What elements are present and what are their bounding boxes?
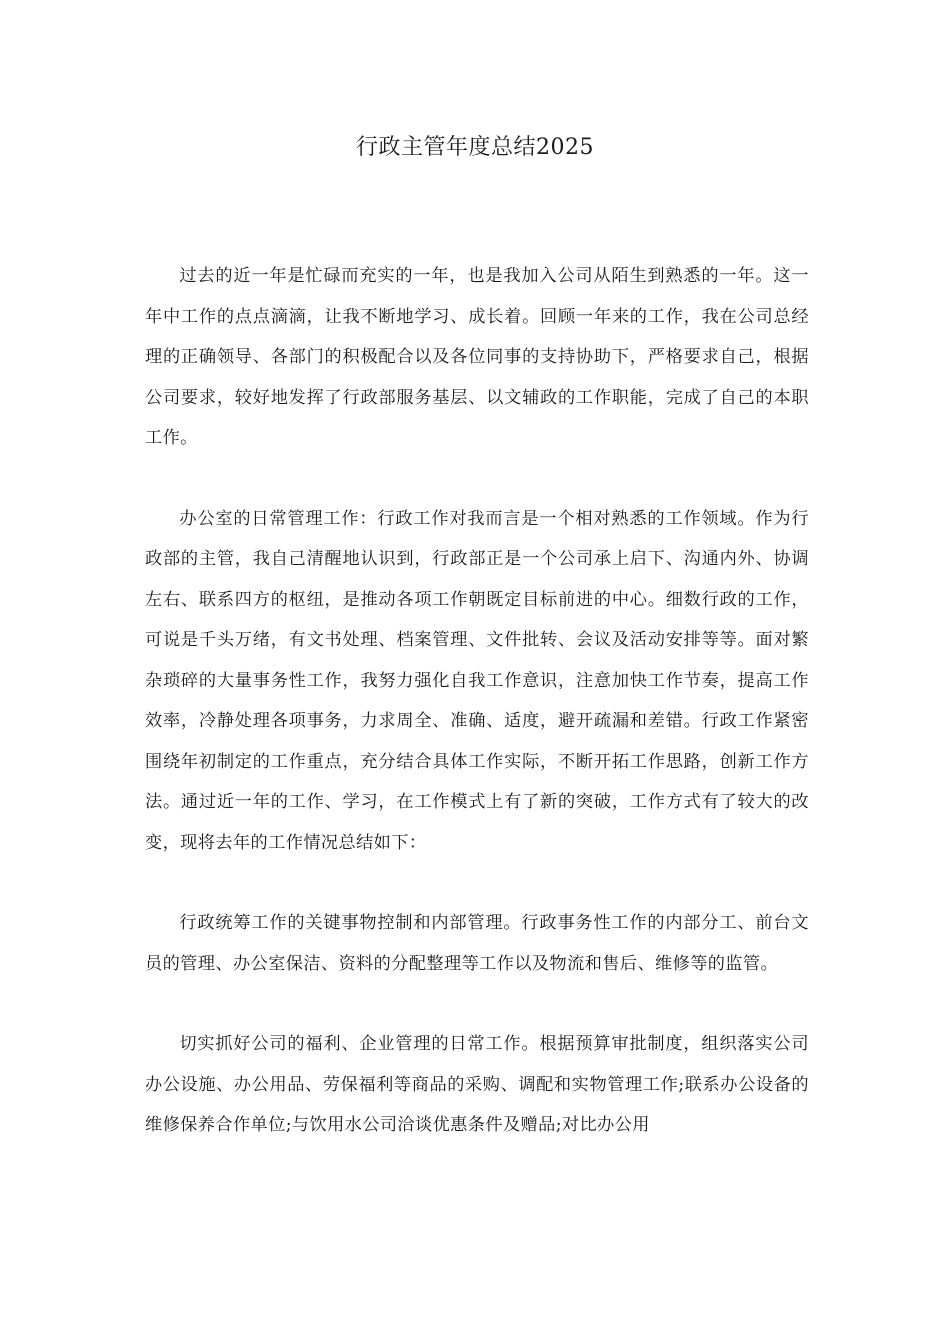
- document-title: 行政主管年度总结2025: [356, 135, 594, 160]
- paragraph-intro: 过去的近一年是忙碌而充实的一年，也是我加入公司从陌生到熟悉的一年。这一年中工作的点点滴滴，让我不断地学习、成长着。回顾一年来的工作，我在公司总经理的正确领导、各部门的积极配合以及各位同事的支持协助下，严格要求自己，根据公司要求，较好地发挥了行政部服务基层、以文辅政的工作职能，完成了自己的本职工作。: [145, 266, 809, 448]
- document-body: [145, 256, 809, 1186]
- paragraph-daily-management: 办公室的日常管理工作：行政工作对我而言是一个相对熟悉的工作领域。作为行政部的主管，我自己清醒地认识到，行政部正是一个公司承上启下、沟通内外、协调左右、联系四方的枢纽，是推动各项工作朝既定目标前进的中心。细数行政的工作，可说是千头万绪，有文书处理、档案管理、文件批转、会议及活动安排等等。面对繁杂琐碎的大量事务性工作，我努力强化自我工作意识，注意加快工作节奏，提高工作效率，冷静处理各项事务，力求周全、准确、适度，避开疏漏和差错。行政工作紧密围绕年初制定的工作重点，充分结合具体工作实际，不断开拓工作思路，创新工作方法。通过近一年的工作、学习，在工作模式上有了新的突破，工作方式有了较大的改变，现将去年的工作情况总结如下：: [145, 508, 809, 853]
- paragraph-welfare: 切实抓好公司的福利、企业管理的日常工作。根据预算审批制度，组织落实公司办公设施、办公用品、劳保福利等商品的采购、调配和实物管理工作;联系办公设备的维修保养合作单位;与饮用水公司洽谈优惠条件及赠品;对比办公用: [145, 1034, 809, 1135]
- paragraph-coordination: 行政统筹工作的关键事物控制和内部管理。行政事务性工作的内部分工、前台文员的管理、办公室保洁、资料的分配整理等工作以及物流和售后、维修等的监管。: [145, 913, 809, 974]
